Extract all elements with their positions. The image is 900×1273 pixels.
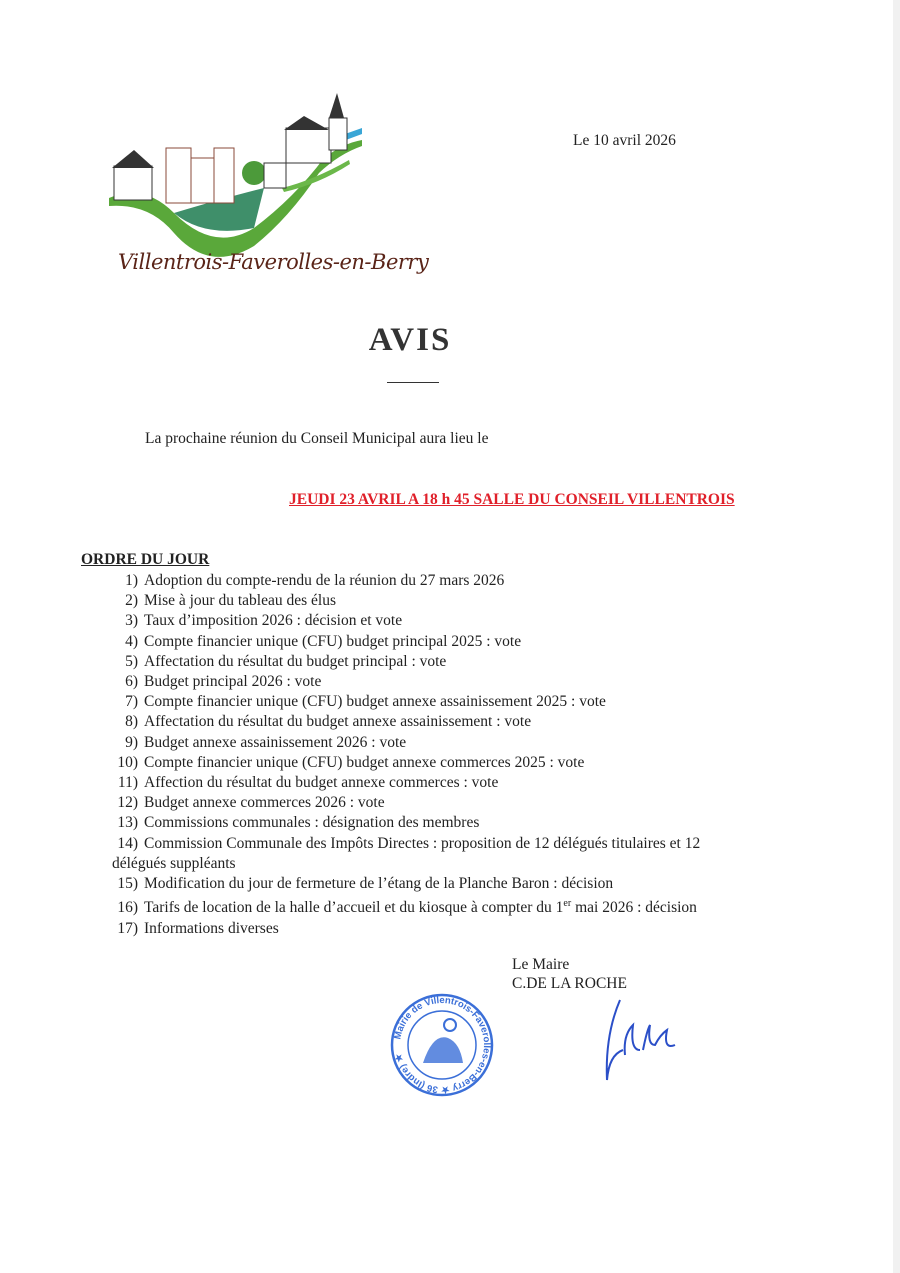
agenda-item-number: 13) <box>117 814 138 832</box>
agenda-item <box>112 773 812 793</box>
document-title: AVIS <box>368 322 452 358</box>
agenda-item <box>112 571 812 591</box>
agenda-item-number: 9) <box>125 733 138 751</box>
title-divider <box>387 382 439 383</box>
agenda-item-text: Mise à jour du tableau des élus <box>144 592 336 610</box>
agenda-item-superscript: er <box>563 898 572 910</box>
agenda-item-text: Commission Communale des Impôts Directes : proposition de 12 délégués titulaires et 12 <box>144 834 701 852</box>
agenda-item-number: 11) <box>117 774 138 792</box>
agenda-item <box>112 672 812 692</box>
agenda-item-text: Compte financier unique (CFU) budget principal 2025 : vote <box>144 632 522 650</box>
agenda-item <box>112 632 812 652</box>
agenda-item-text: Compte financier unique (CFU) budget annexe commerces 2025 : vote <box>144 753 585 771</box>
agenda-item <box>112 692 812 712</box>
agenda-item-number: 14) <box>117 834 138 852</box>
agenda-item <box>112 753 812 773</box>
svg-text:Mairie de Villentrois-Faveroll: Mairie de Villentrois-Faverolles-en-Berry ★ 36 (Indre) ★ <box>392 994 493 1096</box>
mayor-signature <box>595 995 680 1090</box>
agenda-list <box>112 571 812 939</box>
agenda-item-text: Commissions communales : désignation des membres <box>144 814 480 832</box>
agenda-item-text: Affection du résultat du budget annexe commerces : vote <box>144 774 499 792</box>
agenda-item-text: Affectation du résultat du budget annexe assainissement : vote <box>144 713 532 731</box>
agenda-item <box>112 733 812 753</box>
agenda-item-text: Compte financier unique (CFU) budget annexe assainissement 2025 : vote <box>144 693 606 711</box>
signatory-role: Le Maire <box>512 956 570 973</box>
agenda-item-number: 5) <box>125 652 138 670</box>
agenda-item-text: Modification du jour de fermeture de l’étang de la Planche Baron : décision <box>144 875 614 893</box>
agenda-item <box>112 652 812 672</box>
logo-text: Villentrois-Faverolles-en-Berry <box>118 250 429 274</box>
agenda-item-text-cont: délégués suppléants <box>112 854 236 872</box>
intro-text: La prochaine réunion du Conseil Municipal aura lieu le <box>145 430 489 447</box>
agenda-item <box>112 611 812 631</box>
agenda-item-text: Informations diverses <box>144 919 279 937</box>
signatory-block <box>512 955 627 993</box>
agenda-item-number: 4) <box>125 632 138 650</box>
agenda-item <box>112 894 812 918</box>
agenda-item-text-end: mai 2026 : décision <box>571 899 697 917</box>
agenda-item-text: Budget annexe assainissement 2026 : vote <box>144 733 407 751</box>
agenda-item-continuation <box>112 854 812 874</box>
agenda-item-text: Budget principal 2026 : vote <box>144 673 322 691</box>
agenda-item-number: 6) <box>125 673 138 691</box>
agenda-item-number: 12) <box>117 794 138 812</box>
agenda-item-number: 15) <box>117 875 138 893</box>
agenda-item-number: 1) <box>125 572 138 589</box>
agenda-item-text: Adoption du compte-rendu de la réunion du 27 mars 2026 <box>144 572 505 589</box>
agenda-item <box>112 591 812 611</box>
agenda-item <box>112 793 812 813</box>
agenda-item-number: 3) <box>125 612 138 630</box>
agenda-item <box>112 712 812 732</box>
agenda-item-number: 7) <box>125 693 138 711</box>
agenda-item-number: 10) <box>117 753 138 771</box>
town-hall-stamp <box>388 993 496 1097</box>
agenda-item-number: 2) <box>125 592 138 610</box>
agenda-item <box>112 813 812 833</box>
agenda-item-text: Affectation du résultat du budget principal : vote <box>144 652 447 670</box>
agenda-item <box>112 874 812 894</box>
agenda-item <box>112 834 812 854</box>
agenda-item-number: 17) <box>117 919 138 937</box>
signatory-name: C.DE LA ROCHE <box>512 975 627 992</box>
agenda-item <box>112 919 812 939</box>
meeting-details: JEUDI 23 AVRIL A 18 h 45 SALLE DU CONSEIL VILLENTROIS <box>289 491 735 508</box>
agenda-item-number: 8) <box>125 713 138 731</box>
agenda-item-text: Tarifs de location de la halle d’accueil et du kiosque à compter du 1 <box>144 899 564 917</box>
agenda-item-text: Budget annexe commerces 2026 : vote <box>144 794 385 812</box>
agenda-heading: ORDRE DU JOUR <box>81 551 210 568</box>
agenda-item-text: Taux d’imposition 2026 : décision et vote <box>144 612 403 630</box>
document-date: Le 10 avril 2026 <box>573 132 676 149</box>
agenda-item-number: 16) <box>117 899 138 917</box>
page-edge <box>893 0 900 1273</box>
